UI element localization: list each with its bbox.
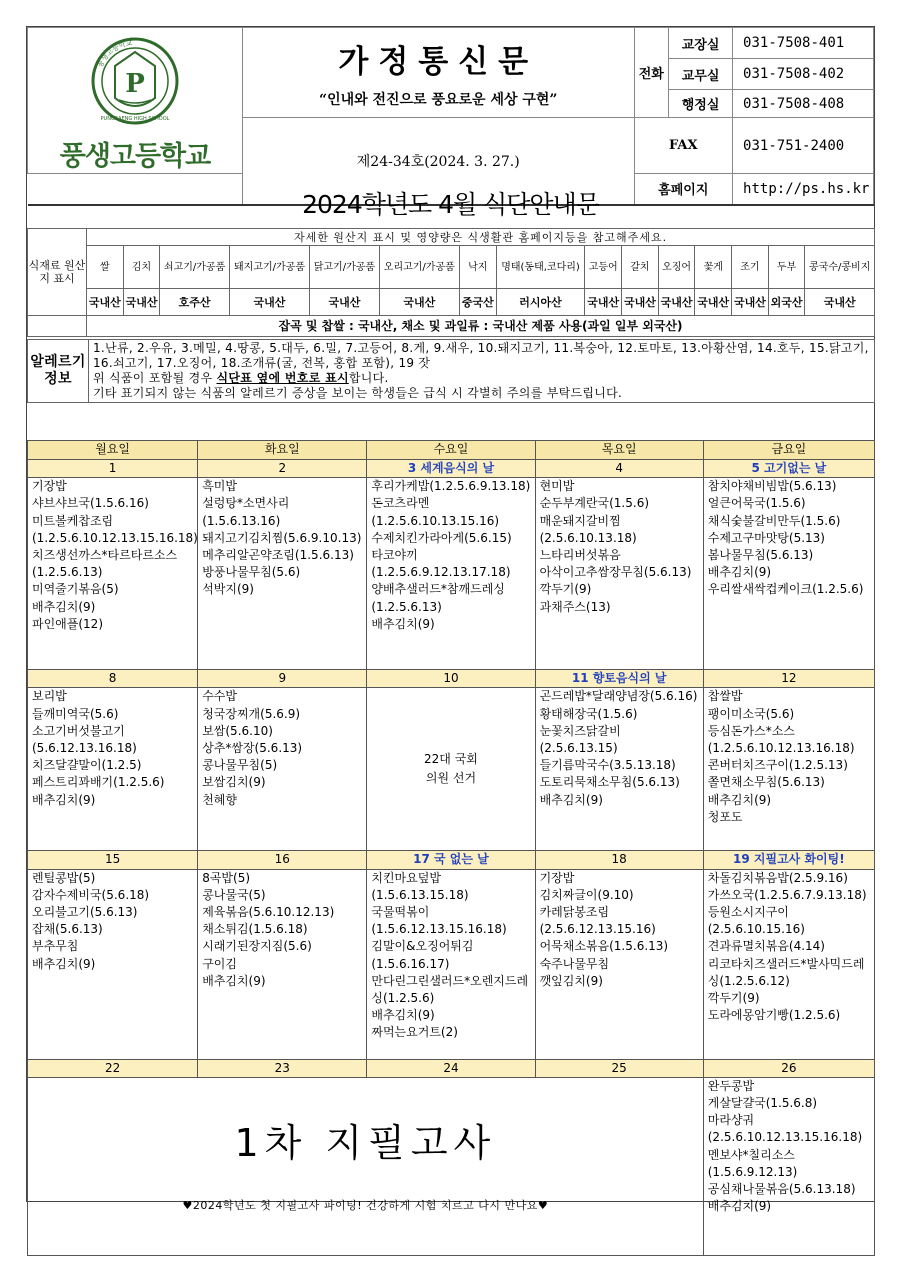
- date-label: 4: [535, 460, 703, 478]
- menu-item: 기장밥: [539, 870, 575, 885]
- menu-item: 눈꽃치즈닭갈비(2.5.6.13.15): [539, 723, 621, 756]
- school-name: 풍생고등학교: [59, 141, 211, 172]
- daily-menu: [535, 478, 703, 670]
- newsletter-page: [26, 26, 875, 1214]
- origin-item-name: 김치: [123, 246, 160, 289]
- daily-menu: [198, 688, 367, 851]
- date-label: 3 세계음식의 날: [367, 460, 535, 478]
- origin-item-name: 쌀: [87, 246, 124, 289]
- weekday-header: 수요일: [367, 441, 535, 460]
- menu-item: 느타리버섯볶음: [539, 548, 621, 563]
- contact-value-0: 031-7508-401: [733, 28, 874, 59]
- exam-message: ♥2024학년도 첫 지필고사 파이팅! 건강하게 시험 치르고 다시 만나요♥: [182, 1198, 549, 1212]
- allergy-text: [89, 340, 875, 403]
- origin-item-country: 국내산: [732, 289, 769, 316]
- phone-label: 전화: [634, 28, 669, 118]
- origin-item-name: 오리고기/가공품: [379, 246, 459, 289]
- daily-menu: [703, 478, 874, 670]
- svg-text:풍생고등학교: 풍생고등학교: [96, 38, 133, 69]
- menu-item: 미트볼케찹조림(1.2.5.6.10.12.13.15.16.18): [32, 513, 198, 545]
- menu-item: 도토리묵채소무침(5.6.13): [539, 775, 680, 790]
- origin-item-country: 중국산: [459, 289, 496, 316]
- date-label: 8: [28, 670, 198, 688]
- origin-item-country: 국내산: [87, 289, 124, 316]
- origin-item-name: 갈치: [622, 246, 659, 289]
- school-emblem-icon: [75, 36, 195, 126]
- menu-item: 상추*쌈장(5.6.13): [202, 741, 303, 756]
- menu-item: 보쌈(5.6.10): [202, 723, 273, 738]
- menu-item: 만다린그린샐러드*오렌지드레싱(1.2.5.6): [371, 973, 529, 1006]
- menu-item: 현미밥: [539, 479, 575, 494]
- menu-item: 배추김치(9): [202, 973, 266, 988]
- daily-menu: [28, 869, 198, 1059]
- daily-menu: [367, 478, 535, 670]
- menu-item: 견과류멸치볶음(4.14): [707, 939, 825, 954]
- date-label: 16: [198, 851, 367, 869]
- origin-note: 자세한 원산지 표시 및 영양량은 식생활관 홈페이지등을 참고해주세요.: [87, 229, 875, 246]
- menu-item: 오리불고기(5.6.13): [32, 905, 138, 920]
- menu-item: 수수밥: [202, 689, 237, 704]
- allergy-list: 1.난류, 2.우유, 3.메밀, 4.땅콩, 5.대두, 6.밀, 7.고등어, 8.게, 9.새우, 10.돼지고기, 11.복숭아, 12.토마토, 13.아황산염, 14.호두, 15.닭고기, 16.쇠고기, 17.오징어, 18.조개류(굴, 전복, 홍합 포함), 19 잣: [93, 341, 869, 370]
- menu-item: 배추김치(9): [32, 792, 96, 807]
- menu-item: 소고기버섯불고기(5.6.12.13.16.18): [32, 723, 137, 756]
- origin-item-country: 국내산: [695, 289, 732, 316]
- menu-item: 차돌김치볶음밥(2.5.9.16): [707, 870, 848, 885]
- date-label: 11 향토음식의 날: [535, 670, 703, 688]
- menu-item: 등원소시지구이(2.5.6.10.15.16): [707, 905, 805, 937]
- menu-item: 과채주스(13): [539, 599, 611, 614]
- origin-item-name: 고등어: [585, 246, 622, 289]
- daily-menu: [198, 478, 367, 670]
- menu-item: 가쓰오국(1.2.5.6.7.9.13.18): [707, 887, 867, 902]
- date-label: 19 지필고사 화이팅!: [703, 851, 874, 869]
- daily-menu: [703, 1077, 874, 1255]
- menu-item: 참치야채비빔밥(5.6.13): [707, 479, 837, 494]
- menu-item: 매운돼지갈비찜(2.5.6.10.13.18): [539, 513, 637, 545]
- origin-item-name: 콩국수/콩비지: [805, 246, 875, 289]
- homepage-label: 홈페이지: [634, 174, 733, 205]
- menu-item: 시래기된장지짐(5.6): [202, 939, 312, 954]
- menu-item: 돈코츠라멘(1.2.5.6.10.13.15.16): [371, 496, 500, 528]
- date-label: 12: [703, 670, 874, 688]
- menu-item: 짜먹는요거트(2): [371, 1025, 458, 1040]
- origin-item-name: 낙지: [459, 246, 496, 289]
- menu-item: 양배추샐러드*참깨드레싱(1.2.5.6.13): [371, 582, 505, 614]
- weekday-header: 화요일: [198, 441, 367, 460]
- origin-item-name: 명태(동태,코다리): [496, 246, 585, 289]
- origin-item-country: 국내산: [622, 289, 659, 316]
- menu-item: 콩나물국(5): [202, 887, 266, 902]
- menu-item: 배추김치(9): [707, 565, 772, 580]
- menu-item: 등심돈가스*소스(1.2.5.6.10.12.13.16.18): [707, 723, 855, 756]
- menu-item: 리코타치즈샐러드*발사믹드레싱(1.2.5.6.12): [707, 956, 865, 988]
- menu-item: 게살달걀국(1.5.6.8): [707, 1096, 818, 1111]
- menu-item: 국물떡볶이(1.5.6.12.13.15.16.18): [371, 905, 507, 937]
- daily-menu: [703, 688, 874, 851]
- date-label: 26: [703, 1059, 874, 1077]
- menu-item: 김치짜글이(9.10): [539, 887, 634, 902]
- menu-item: 황태해장국(1.5.6): [539, 706, 638, 721]
- date-label: 18: [535, 851, 703, 869]
- menu-item: 깍두기(9): [539, 582, 592, 597]
- menu-item: 구이김: [202, 956, 237, 971]
- contact-label-1: 교무실: [669, 59, 733, 90]
- menu-item: 얼큰어묵국(1.5.6): [707, 496, 806, 511]
- date-label: 1: [28, 460, 198, 478]
- daily-menu: [28, 688, 198, 851]
- origin-item-country: 국내산: [585, 289, 622, 316]
- menu-item: 후리가케밥(1.2.5.6.9.13.18): [371, 479, 531, 494]
- fax-value: 031-751-2400: [733, 118, 874, 174]
- menu-item: 완두콩밥: [707, 1078, 755, 1093]
- origin-item-name: 쇠고기/가공품: [160, 246, 230, 289]
- menu-item: 배추김치(9): [371, 616, 435, 631]
- origin-item-country: 외국산: [768, 289, 805, 316]
- menu-item: 미역줄기볶음(5): [32, 582, 119, 597]
- menu-item: 배추김치(9): [539, 792, 603, 807]
- menu-item: 페스트리꽈배기(1.2.5.6): [32, 775, 165, 790]
- menu-item: 곤드레밥*달래양념장(5.6.16): [539, 689, 698, 704]
- daily-menu: [535, 688, 703, 851]
- date-label: 24: [367, 1059, 535, 1077]
- date-label: 9: [198, 670, 367, 688]
- date-label: 22: [28, 1059, 198, 1077]
- menu-item: 채소튀김(1.5.6.18): [202, 922, 308, 937]
- menu-item: 김말이&오징어튀김(1.5.6.16.17): [371, 939, 474, 971]
- origin-side-label: 식재료 원산지 표시: [28, 229, 87, 316]
- menu-item: 수제고구마맛탕(5.13): [707, 530, 825, 545]
- menu-item: 보리밥: [32, 689, 67, 704]
- school-logo-area: [28, 28, 243, 174]
- title-area: [242, 28, 634, 118]
- school-slogan: “인내와 전진으로 풍요로운 세상 구현”: [319, 92, 558, 108]
- menu-item: 콩나물무침(5): [202, 758, 278, 773]
- menu-item: 배추김치(9): [707, 1199, 772, 1214]
- menu-item: 렌틸콩밥(5): [32, 870, 96, 885]
- menu-item: 카레닭봉조림(2.5.6.12.13.15.16): [539, 905, 656, 937]
- menu-item: 멘보샤*칠리소스(1.5.6.9.12.13): [707, 1147, 798, 1179]
- svg-text:P: P: [125, 69, 145, 99]
- weekday-header: 월요일: [28, 441, 198, 460]
- menu-item: 어묵채소볶음(1.5.6.13): [539, 939, 669, 954]
- menu-item: 8곡밥(5): [202, 870, 251, 885]
- allergy-label: 알레르기정보: [28, 340, 89, 403]
- origin-item-name: 닭고기/가공품: [310, 246, 380, 289]
- exam-title: 1차 지필고사: [234, 1120, 497, 1165]
- menu-item: 깻잎김치(9): [539, 973, 603, 988]
- date-label: 2: [198, 460, 367, 478]
- menu-item: 숙주나물무침: [539, 956, 610, 971]
- date-label: 25: [535, 1059, 703, 1077]
- contact-value-2: 031-7508-408: [733, 90, 874, 118]
- holiday-note: 22대 국회의원 선거: [424, 752, 478, 786]
- date-label: 17 국 없는 날: [367, 851, 535, 869]
- menu-item: 타코야끼(1.2.5.6.9.12.13.17.18): [371, 548, 511, 580]
- menu-item: 석박지(9): [202, 582, 254, 597]
- homepage-value: http://ps.hs.kr: [733, 174, 874, 205]
- origin-item-country: 국내산: [379, 289, 459, 316]
- menu-item: 설렁탕*소면사리(1.5.6.13.16): [202, 496, 290, 528]
- menu-item: 공심채나물볶음(5.6.13.18): [707, 1182, 856, 1197]
- menu-item: 제육볶음(5.6.10.12.13): [202, 905, 335, 920]
- origin-item-row: [28, 246, 875, 289]
- date-label: 23: [198, 1059, 367, 1077]
- date-label: 10: [367, 670, 535, 688]
- menu-item: 찹쌀밥: [707, 689, 743, 704]
- weekday-header: 금요일: [703, 441, 874, 460]
- contact-label-0: 교장실: [669, 28, 733, 59]
- menu-item: 치킨마요덮밥(1.5.6.13.15.18): [371, 870, 469, 902]
- menu-item: 채식숯불갈비만두(1.5.6): [707, 513, 841, 528]
- origin-item-country: 국내산: [123, 289, 160, 316]
- origin-item-country: 호주산: [160, 289, 230, 316]
- origin-table: [27, 228, 875, 337]
- menu-item: 기장밥: [32, 479, 67, 494]
- weekday-header: 목요일: [535, 441, 703, 460]
- origin-footer: 잡곡 및 찹쌀 : 국내산, 채소 및 과일류 : 국내산 제품 사용(과일 일부 외국산): [87, 316, 875, 337]
- origin-item-country: 국내산: [310, 289, 380, 316]
- date-label: 15: [28, 851, 198, 869]
- allergy-info: [27, 339, 875, 403]
- menu-item: 팽이미소국(5.6): [707, 706, 795, 721]
- origin-item-country: 국내산: [658, 289, 695, 316]
- daily-menu: [28, 478, 198, 670]
- exam-notice: [28, 1077, 704, 1255]
- date-label: 5 고기없는 날: [703, 460, 874, 478]
- menu-title: 2024학년도 4월 식단안내문: [302, 190, 599, 219]
- fax-label: FAX: [634, 118, 733, 174]
- menu-item: 배추김치(9): [707, 792, 772, 807]
- menu-item: 도라에몽암기빵(1.2.5.6): [707, 1008, 841, 1023]
- menu-item: 깍두기(9): [707, 991, 760, 1006]
- menu-item: 파인애플(12): [32, 616, 104, 631]
- daily-menu: [198, 869, 367, 1059]
- menu-item: 천혜향: [202, 792, 237, 807]
- menu-item: 들깨미역국(5.6): [32, 706, 119, 721]
- menu-item: 부추무침: [32, 939, 79, 954]
- menu-item: 배추김치(9): [371, 1008, 435, 1023]
- menu-item: 배추김치(9): [32, 599, 96, 614]
- origin-item-name: 두부: [768, 246, 805, 289]
- contact-value-1: 031-7508-402: [733, 59, 874, 90]
- menu-item: 치즈생선까스*타르타르소스(1.2.5.6.13): [32, 548, 178, 580]
- daily-menu: [703, 869, 874, 1059]
- origin-item-name: 꽃게: [695, 246, 732, 289]
- menu-item: 배추김치(9): [32, 956, 96, 971]
- menu-item: 흑미밥: [202, 479, 237, 494]
- menu-item: 방풍나물무침(5.6): [202, 565, 301, 580]
- menu-calendar: [27, 440, 875, 1256]
- contact-label-2: 행정실: [669, 90, 733, 118]
- menu-item: 청국장찌개(5.6.9): [202, 706, 301, 721]
- menu-item: 메추리알곤약조림(1.5.6.13): [202, 548, 354, 563]
- letter-header: [27, 27, 874, 206]
- menu-item: 순두부계란국(1.5.6): [539, 496, 650, 511]
- issue-number: 제24-34호(2024. 3. 27.): [242, 118, 634, 205]
- allergy-caution: 기타 표기되지 않는 식품의 알레르기 증상을 보이는 학생들은 급식 시 각별히 주의를 부탁드립니다.: [93, 386, 623, 400]
- menu-item: 샤브샤브국(1.5.6.16): [32, 496, 149, 511]
- menu-item: 쫄면채소무침(5.6.13): [707, 775, 825, 790]
- daily-menu: [535, 869, 703, 1059]
- origin-item-country: 국내산: [229, 289, 309, 316]
- menu-item: 돼지고기김치찜(5.6.9.10.13): [202, 530, 362, 545]
- menu-item: 아삭이고추쌈장무침(5.6.13): [539, 565, 692, 580]
- letter-title: 가정통신문: [338, 44, 539, 80]
- origin-item-name: 돼지고기/가공품: [229, 246, 309, 289]
- allergy-note: 위 식품이 포함될 경우 식단표 옆에 번호로 표시합니다.: [93, 371, 389, 385]
- origin-item-country: 국내산: [805, 289, 875, 316]
- menu-item: 수제치킨가라아게(5.6.15): [371, 530, 512, 545]
- menu-item: 봄나물무침(5.6.13): [707, 548, 814, 563]
- svg-text:PUNGSAENG HIGH SCHOOL: PUNGSAENG HIGH SCHOOL: [100, 116, 170, 122]
- daily-menu: [367, 688, 535, 851]
- menu-item: 잡채(5.6.13): [32, 922, 103, 937]
- menu-item: 마라샹궈(2.5.6.10.12.13.15.16.18): [707, 1113, 863, 1145]
- menu-item: 들기름막국수(3.5.13.18): [539, 758, 676, 773]
- origin-value-row: [28, 289, 875, 316]
- menu-item: 보쌈김치(9): [202, 775, 266, 790]
- origin-item-name: 조기: [732, 246, 769, 289]
- menu-item: 우리쌀새싹컵케이크(1.2.5.6): [707, 582, 864, 597]
- menu-item: 감자수제비국(5.6.18): [32, 887, 150, 902]
- daily-menu: [367, 869, 535, 1059]
- menu-item: 콘버터치즈구이(1.2.5.13): [707, 758, 848, 773]
- menu-item: 치즈달걀말이(1.2.5): [32, 758, 142, 773]
- menu-item: 청포도: [707, 809, 743, 824]
- origin-item-country: 러시아산: [496, 289, 585, 316]
- origin-item-name: 오징어: [658, 246, 695, 289]
